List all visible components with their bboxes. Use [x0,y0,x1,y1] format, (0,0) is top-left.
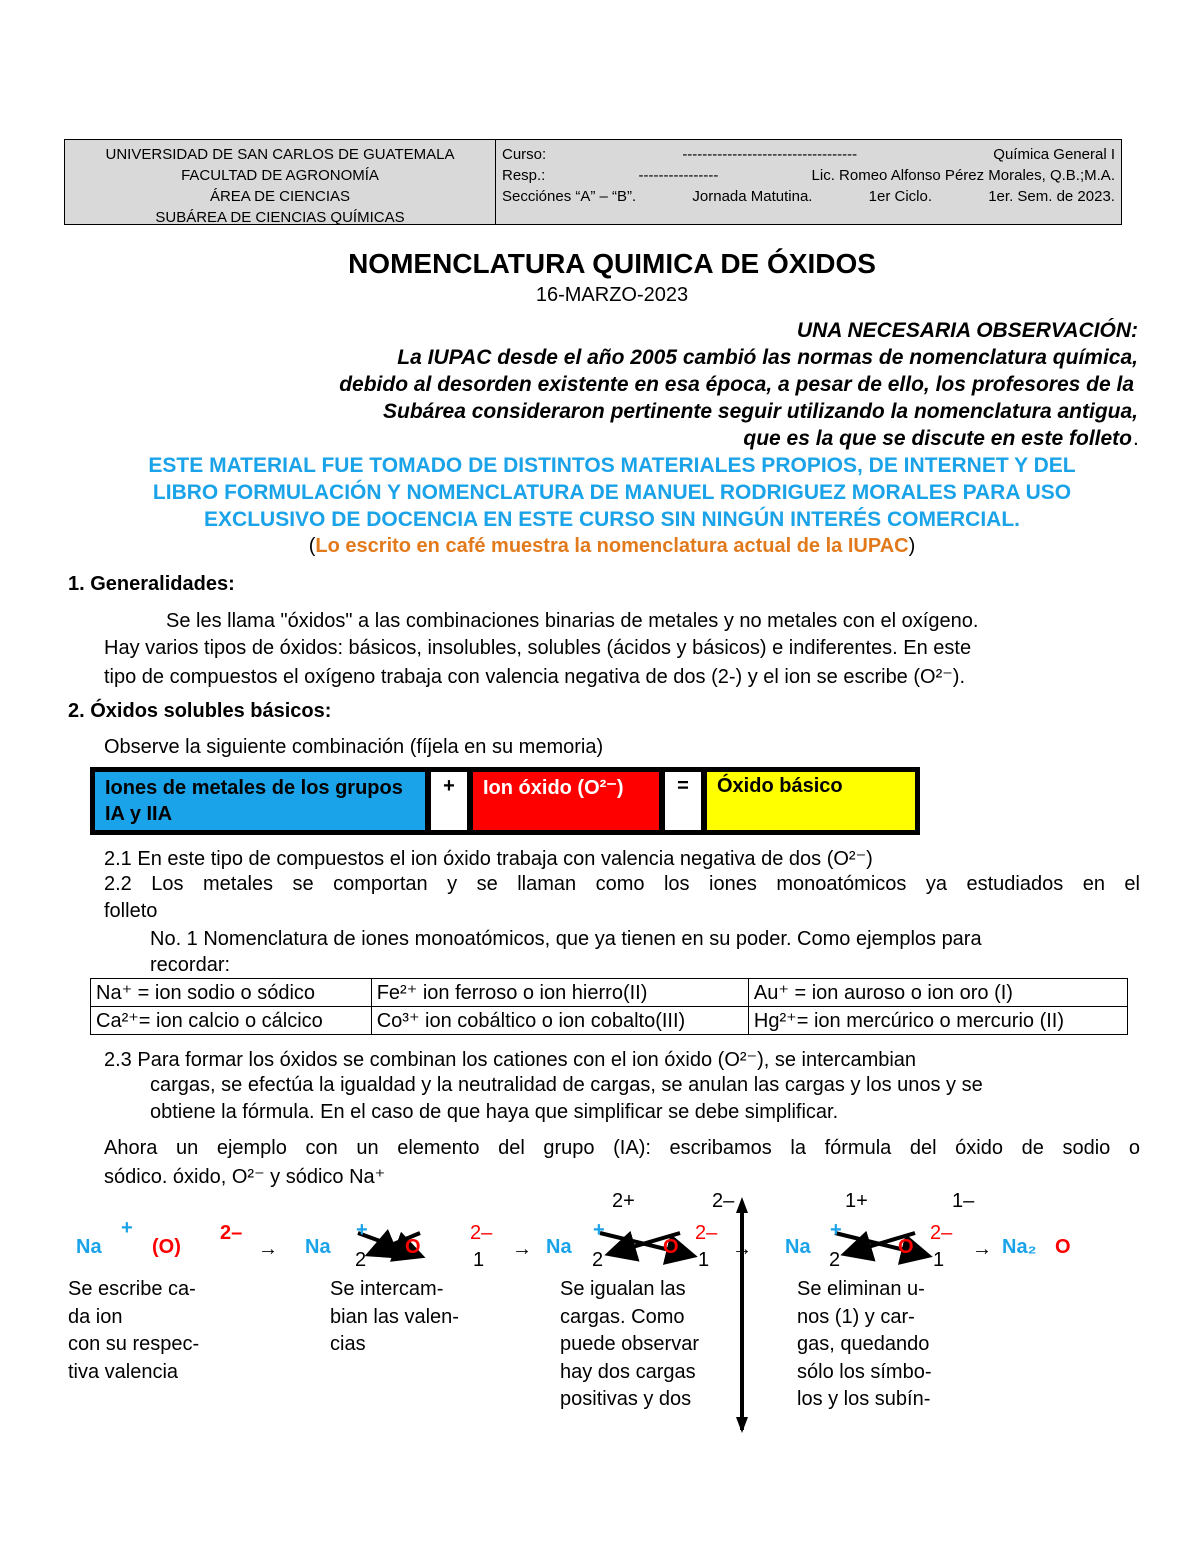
table-cell: Hg²⁺= ion mercúrico o mercurio (II) [748,1007,1127,1035]
charge-total: 1+ [845,1190,868,1212]
arrow-icon: → [258,1238,278,1260]
table-cell: Co³⁺ ion cobáltico o ion cobalto(III) [371,1007,748,1035]
product-o: O [1055,1236,1071,1258]
section1-line: tipo de compuestos el oxígeno trabaja con valencia negativa de dos (2-) y el ion se escribe (O²⁻). [104,666,966,688]
subarea-name: SUBÁREA DE CIENCIAS QUÍMICAS [155,209,405,226]
step2-caption: Se intercam- bian las valen- cias [330,1278,459,1355]
page-date: 16-MARZO-2023 [535,284,689,306]
point-2-1: 2.1 En este tipo de compuestos el ion óxido trabaja con valencia negativa de dos (O²⁻) [104,848,873,870]
observation-heading: UNA NECESARIA OBSERVACIÓN: [796,319,1138,342]
course-dash: ----------------------------------- [682,146,858,163]
course-label: Curso: [502,146,547,163]
resp-value: Lic. Romeo Alfonso Pérez Morales, Q.B.;M.A. [811,167,1115,184]
subscript-value: 2 [829,1249,841,1271]
arrow-icon: → [972,1238,992,1260]
table-row [91,1007,1128,1035]
oxide-symbol: O [898,1236,914,1258]
oxide-symbol: O [405,1236,421,1258]
university-name: UNIVERSIDAD DE SAN CARLOS DE GUATEMALA [105,146,455,163]
equals-cell: = [665,772,701,830]
point-2-2: 2.2 Los metales se comportan y se llaman como los iones monoatómicos ya estudiados en el [104,873,1140,895]
table-cell: Na⁺ = ion sodio o sódico [91,979,372,1007]
plus-charge: + [593,1219,605,1241]
section1-line: Hay varios tipos de óxidos: básicos, insolubles, solubles (ácidos y básicos) e indiferentes. En este [104,637,972,659]
plus-cell: + [431,772,467,830]
point-2-2-cont: folleto [104,900,158,922]
charge-total: 2+ [612,1190,635,1212]
page-title: NOMENCLATURA QUIMICA DE ÓXIDOS [348,248,876,279]
metal-ions-cell: Iones de metales de los grupos IA y IIA [95,772,425,830]
sections: Secciónes “A” – “B”. [502,188,637,205]
sections-row [502,186,1115,207]
step4-caption: Se eliminan u- nos (1) y car- gas, quedando sólo los símbo- los y los subín- [797,1278,932,1410]
product-na2: Na₂ [1002,1236,1037,1258]
table-cell: Ca²⁺= ion calcio o cálcico [91,1007,372,1035]
iupac-note: (Lo escrito en café muestra la nomenclatura actual de la IUPAC) [308,535,916,557]
plus-charge: + [121,1217,133,1239]
na-symbol: Na [305,1236,331,1258]
table-row [91,979,1128,1007]
na-symbol: Na [785,1236,811,1258]
subscript-value: 1 [698,1249,710,1271]
step3-caption: Se igualan las cargas. Como puede observar hay dos cargas positivas y dos [560,1278,699,1410]
oxide-symbol: (O) [152,1236,181,1258]
point-2-3-cont: cargas, se efectúa la igualdad y la neutralidad de cargas, se anulan las cargas y los unos y se [150,1074,983,1096]
jornada: Jornada Matutina. [692,188,813,205]
observation-line: que es la que se discute en este folleto [743,427,1132,450]
arrow-icon: → [732,1238,752,1260]
resp-dash: ---------------- [638,167,719,184]
example-line: Ahora un ejemplo con un elemento del grupo (IA): escribamos la fórmula del óxido de sodio o [104,1137,1140,1159]
notice-line: LIBRO FORMULACIÓN Y NOMENCLATURA DE MANUEL RODRIGUEZ MORALES PARA USO [152,481,1072,504]
table-cell: Fe²⁺ ion ferroso o ion hierro(II) [371,979,748,1007]
minus-charge: 2– [220,1222,243,1244]
minus-charge: 2– [695,1222,718,1244]
section1-heading: 1. Generalidades: [68,573,235,595]
oxide-ion-cell: Ion óxido (O²⁻) [473,772,659,830]
plus-charge: + [356,1219,368,1241]
section2-intro: Observe la siguiente combinación (fíjela en su memoria) [104,736,604,758]
resp-label: Resp.: [502,167,546,184]
subscript-value: 2 [355,1249,367,1271]
step1-caption: Se escribe ca- da ion con su respec- tiva valencia [68,1278,200,1383]
header-box [64,139,1122,225]
period: . [1133,427,1139,450]
subscript-value: 2 [592,1249,604,1271]
subscript-value: 1 [933,1249,945,1271]
course-row [502,144,1115,165]
ciclo: 1er Ciclo. [868,188,933,205]
notice-line: EXCLUSIVO DE DOCENCIA EN ESTE CURSO SIN NINGÚN INTERÉS COMERCIAL. [204,508,1020,531]
basic-oxide-cell: Óxido básico [707,772,915,830]
point-2-2-ref: No. 1 Nomenclatura de iones monoatómicos, que ya tienen en su poder. Como ejemplos para [150,928,982,950]
charge-total: 2– [712,1190,735,1212]
course-block [496,140,1121,224]
section2-heading: 2. Óxidos solubles básicos: [68,700,332,722]
notice-line: ESTE MATERIAL FUE TOMADO DE DISTINTOS MATERIALES PROPIOS, DE INTERNET Y DEL [148,454,1076,477]
subscript-value: 1 [473,1249,485,1271]
area-name: ÁREA DE CIENCIAS [209,188,351,205]
combination-box [90,767,920,835]
minus-charge: 2– [930,1222,953,1244]
observation-line: Subárea consideraron pertinente seguir utilizando la nomenclatura antigua, [383,400,1138,423]
iupac-note-text: Lo escrito en café muestra la nomenclatura actual de la IUPAC [315,535,909,557]
course-value: Química General I [993,146,1115,163]
point-2-2-ref-cont: recordar: [150,954,231,976]
na-symbol: Na [546,1236,572,1258]
ions-table [90,978,1128,1035]
oxide-symbol: O [663,1236,679,1258]
vertical-divider-arrow [736,1197,748,1433]
observation-line: debido al desorden existente en esa época, a pesar de ello, los profesores de la [339,373,1134,396]
na-symbol: Na [76,1236,102,1258]
example-line: sódico. óxido, O²⁻ y sódico Na⁺ [104,1166,386,1188]
table-cell: Au⁺ = ion auroso o ion oro (I) [748,979,1127,1007]
faculty-name: FACULTAD DE AGRONOMÍA [181,167,379,184]
semestre: 1er. Sem. de 2023. [988,188,1115,205]
institution-block [65,140,496,224]
resp-row [502,165,1115,186]
observation-line: La IUPAC desde el año 2005 cambió las normas de nomenclatura química, [397,346,1138,369]
arrow-icon: → [512,1238,532,1260]
minus-charge: 2– [470,1222,493,1244]
point-2-3-cont: obtiene la fórmula. En el caso de que haya que simplificar se debe simplificar. [150,1101,839,1123]
point-2-3: 2.3 Para formar los óxidos se combinan los cationes con el ion óxido (O²⁻), se intercambian [104,1049,917,1071]
charge-total: 1– [952,1190,975,1212]
section1-line: Se les llama "óxidos" a las combinaciones binarias de metales y no metales con el oxígeno. [166,610,979,632]
plus-charge: + [830,1219,842,1241]
